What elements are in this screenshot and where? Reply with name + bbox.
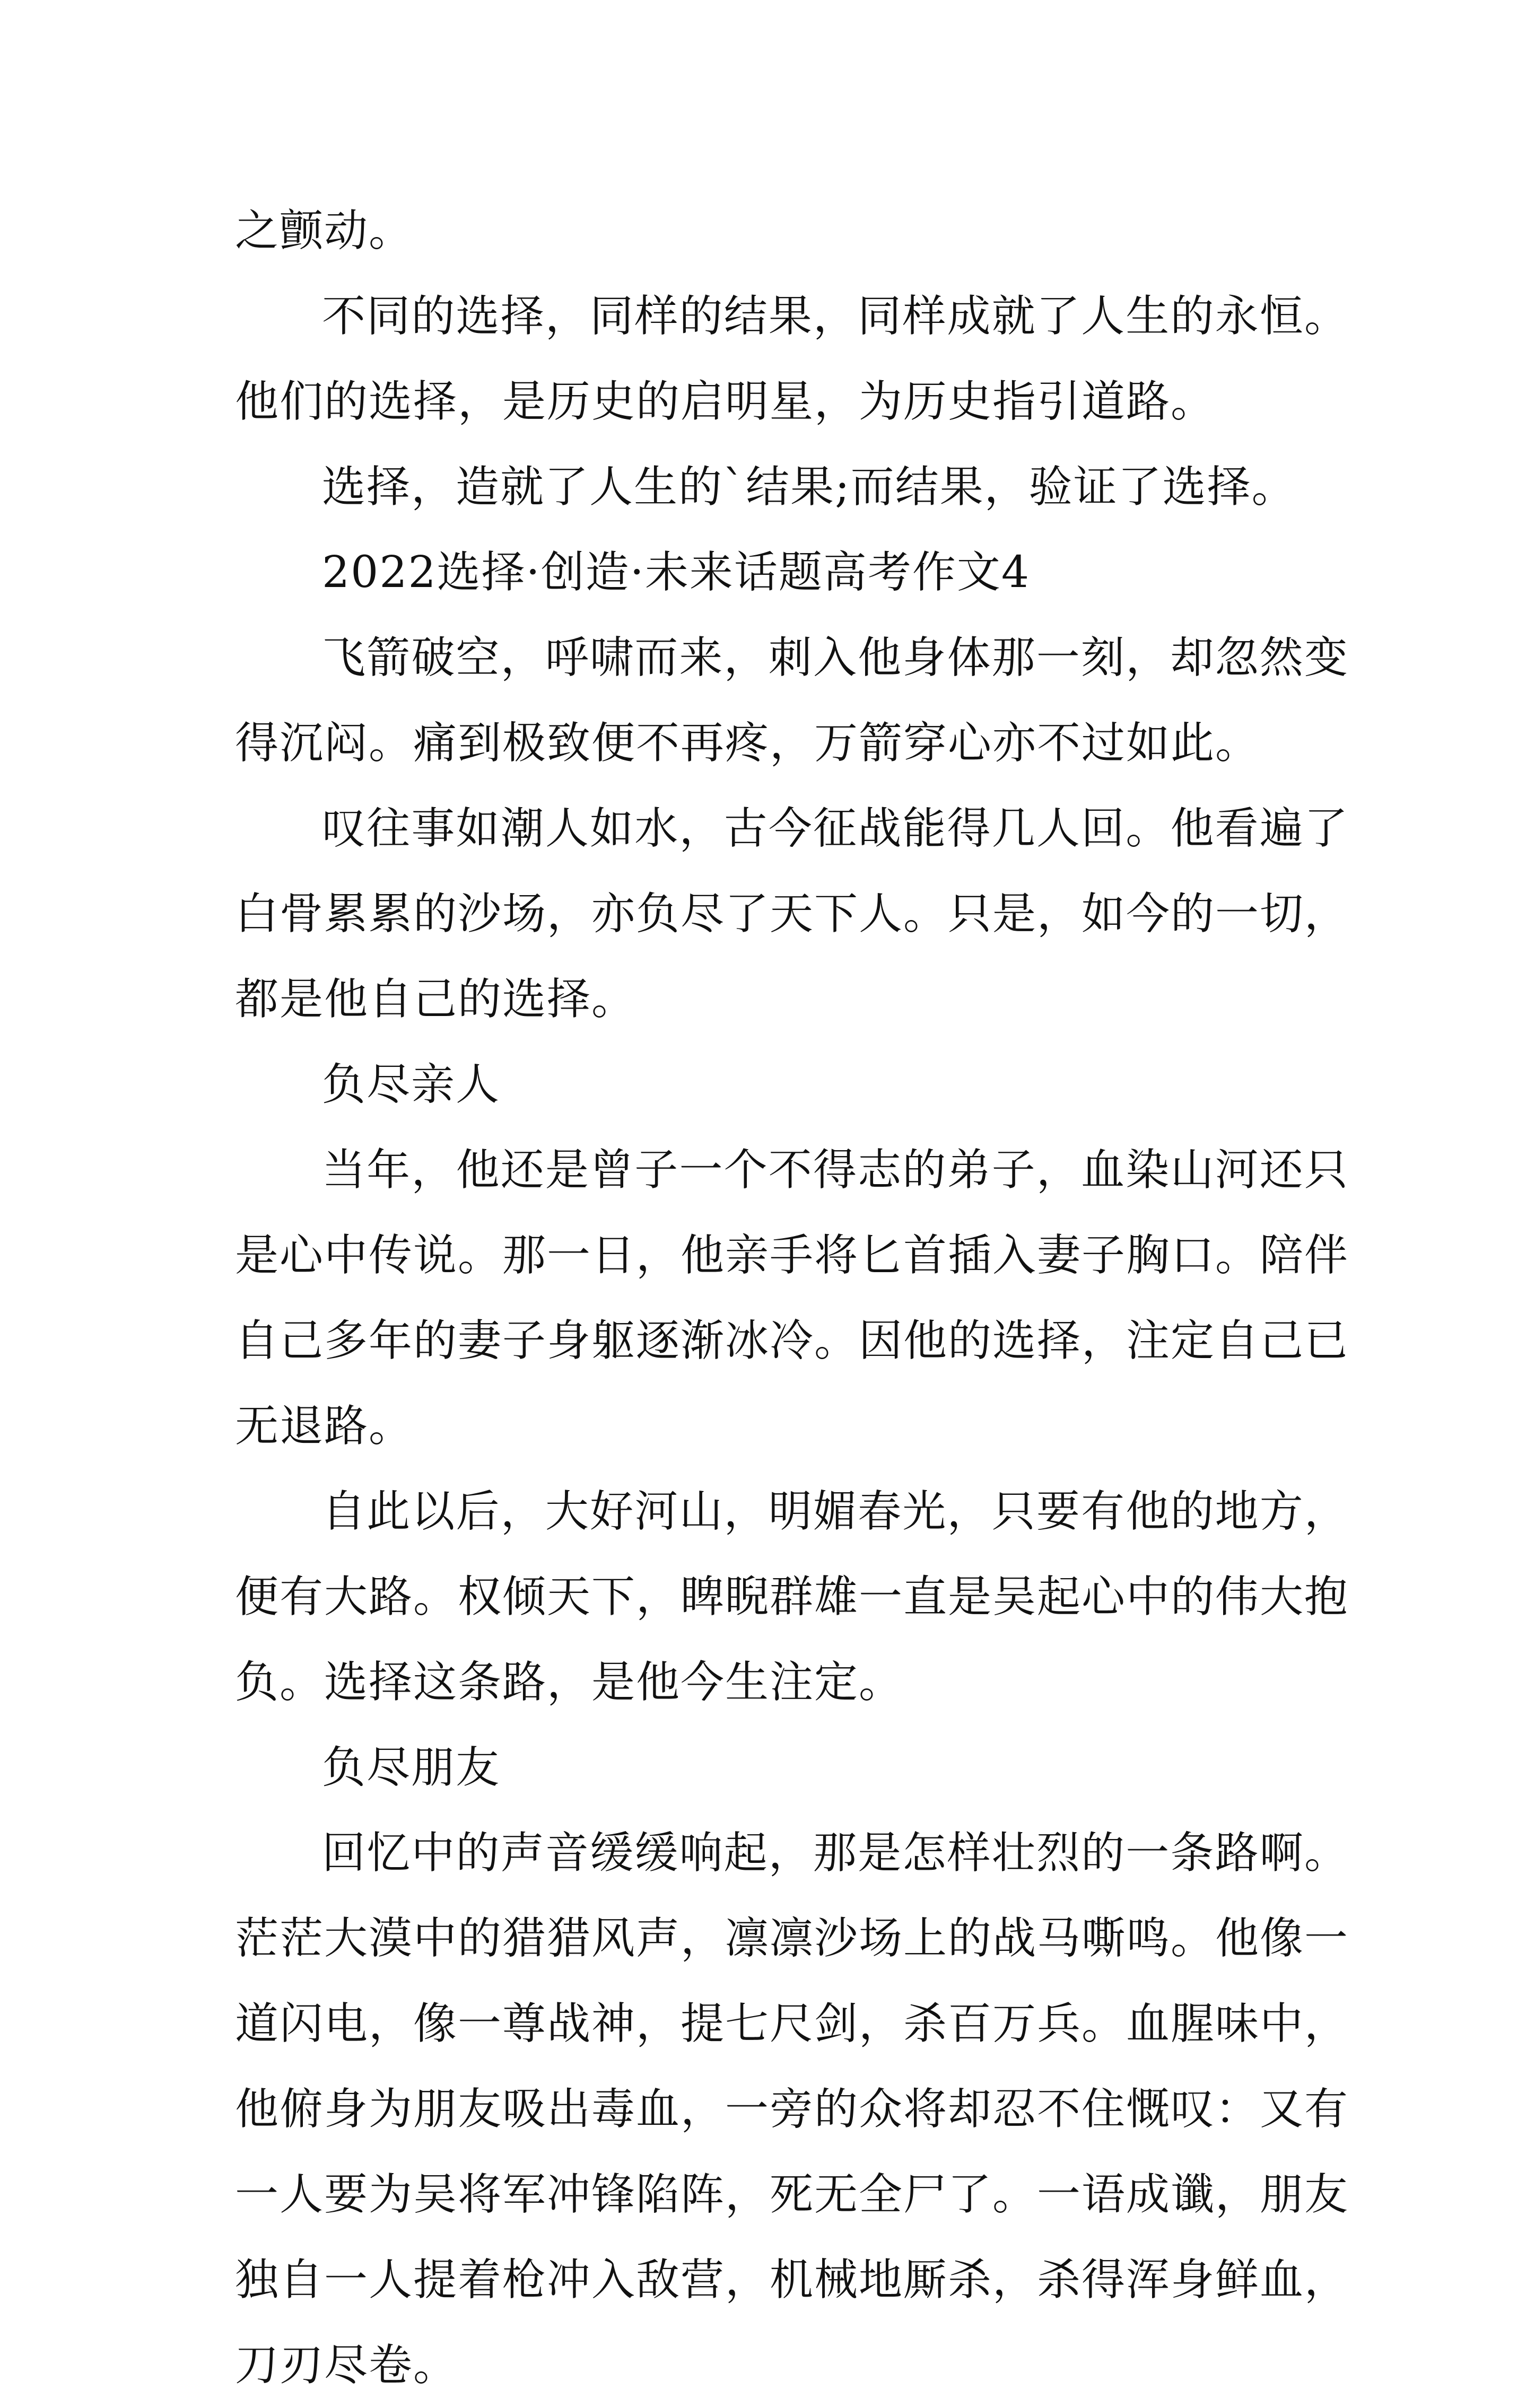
paragraph-5: 叹往事如潮人如水，古今征战能得几人回。他看遍了白骨累累的沙场，亦负尽了天下人。只是，如今的一切，都是他自己的选择。	[235, 803, 1349, 1025]
paragraph-2: 不同的选择，同样的结果，同样成就了人生的永恒。他们的选择，是历史的启明星，为历史指引道路。	[235, 291, 1349, 427]
essay-title: 2022选择·创造·未来话题高考作文4	[322, 547, 1030, 598]
paragraph-1: 之颤动。	[235, 206, 414, 256]
paragraph-6: 当年，他还是曾子一个不得志的弟子，血染山河还只是心中传说。那一日，他亲手将匕首插入妻子胸口。陪伴自己多年的妻子身躯逐渐冰冷。因他的选择，注定自己已无退路。	[235, 1145, 1349, 1451]
paragraph-3: 选择，造就了人生的`结果;而结果，验证了选择。	[322, 462, 1296, 512]
paragraph-7: 自此以后，大好河山，明媚春光，只要有他的地方，便有大路。权倾天下，睥睨群雄一直是吴起心中的伟大抱负。选择这条路，是他今生注定。	[235, 1486, 1349, 1708]
section-heading-family: 负尽亲人	[322, 1059, 501, 1110]
paragraph-8: 回忆中的声音缓缓响起，那是怎样壮烈的一条路啊。茫茫大漠中的猎猎风声，凛凛沙场上的战马嘶鸣。他像一道闪电，像一尊战神，提七尺剑，杀百万兵。血腥味中，他俯身为朋友吸出毒血，一旁的众将却忍不住慨叹：又有一人要为吴将军冲锋陷阵，死无全尸了。一语成谶，朋友独自一人提着枪冲入敌营，机械地厮杀，杀得浑身鲜血，刀刃尽卷。	[235, 1828, 1349, 2391]
essay-body	[235, 188, 1349, 2408]
section-heading-friends: 负尽朋友	[322, 1742, 501, 1793]
paragraph-4: 飞箭破空，呼啸而来，刺入他身体那一刻，却忽然变得沉闷。痛到极致便不再疼，万箭穿心亦不过如此。	[235, 633, 1349, 768]
